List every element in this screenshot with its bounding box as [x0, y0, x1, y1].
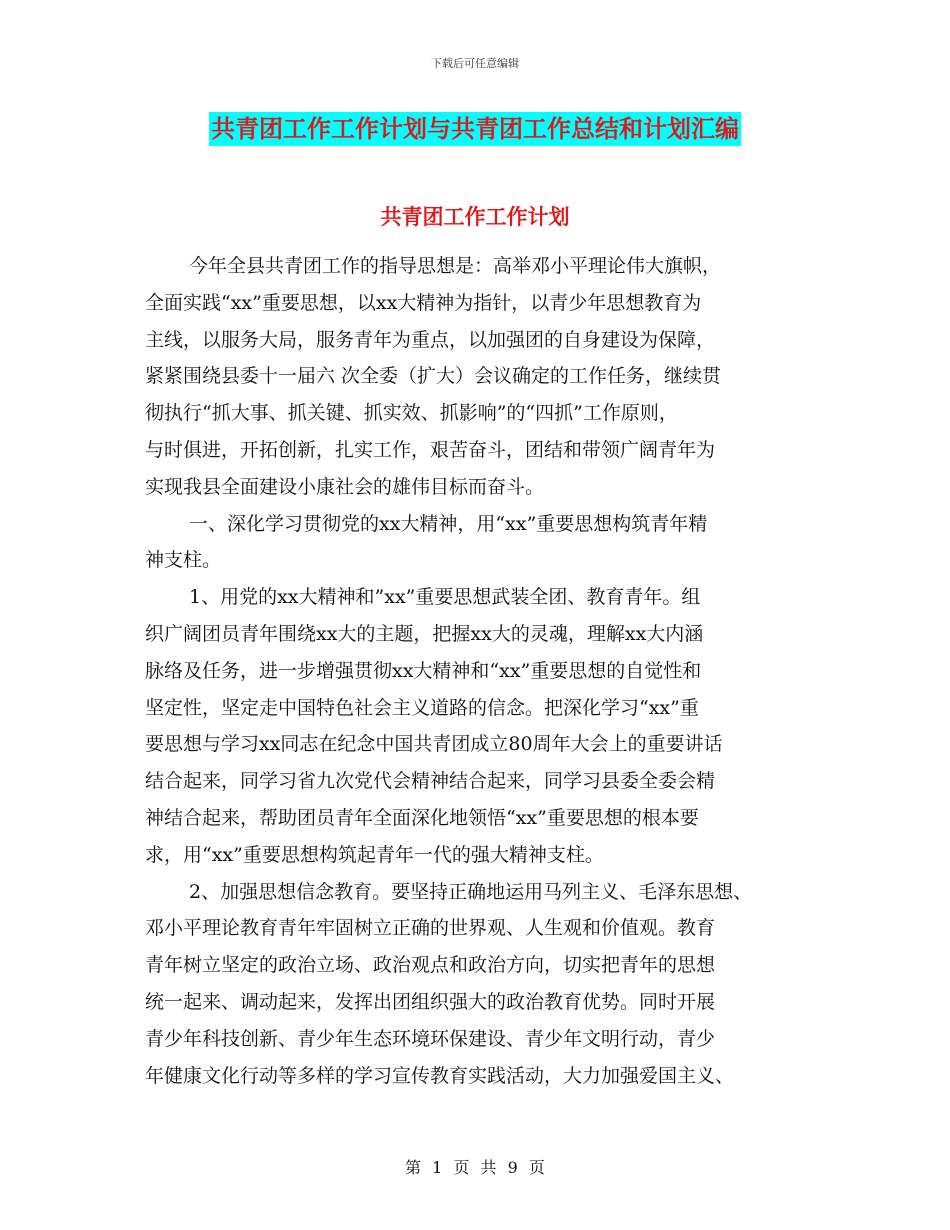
header-note: 下载后可任意编辑	[431, 57, 519, 70]
text-line: 实现我县全面建设小康社会的雄伟目标而奋斗。	[145, 475, 545, 498]
body-text	[145, 248, 825, 1094]
page-footer: 第 1 页 共 9 页	[405, 1158, 545, 1177]
text-line: 要思想与学习xx同志在纪念中国共青团成立80周年大会上的重要讲话	[145, 733, 723, 756]
text-line: 全面实践“xx”重要思想，以xx大精神为指针，以青少年思想教育为	[145, 291, 702, 314]
text-line: 青少年科技创新、青少年生态环境环保建设、青少年文明行动，青少	[145, 1027, 716, 1050]
text-line: 紧紧围绕县委十一届六 次全委（扩大）会议确定的工作任务，继续贯	[145, 365, 722, 388]
text-line: 1、用党的xx大精神和”xx”重要思想武装全团、教育青年。组	[189, 586, 701, 609]
document-title: 共青团工作工作计划与共青团工作总结和计划汇编	[209, 112, 741, 146]
text-line: 坚定性，坚定走中国特色社会主义道路的信念。把深化学习“xx”重	[145, 696, 699, 719]
text-line: 求，用“xx”重要思想构筑起青年一代的强大精神支柱。	[145, 843, 604, 866]
text-line: 年健康文化行动等多样的学习宣传教育实践活动，大力加强爱国主义、	[145, 1064, 735, 1087]
text-line: 一、深化学习贯彻党的xx大精神，用“xx”重要思想构筑青年精	[189, 512, 708, 535]
text-line: 2、加强思想信念教育。要坚持正确地运用马列主义、毛泽东思想、	[189, 880, 753, 903]
text-line: 神支柱。	[145, 549, 222, 572]
text-line: 与时俱进，开拓创新，扎实工作，艰苦奋斗，团结和带领广阔青年为	[145, 438, 716, 461]
text-line: 脉络及任务，进一步增强贯彻xx大精神和“xx”重要思想的自觉性和	[145, 659, 702, 682]
document-title-wrap	[0, 112, 950, 146]
text-line: 今年全县共青团工作的指导思想是：高举邓小平理论伟大旗帜，	[189, 255, 722, 277]
text-line: 青年树立坚定的政治立场、政治观点和政治方向，切实把青年的思想	[145, 954, 716, 977]
text-line: 神结合起来，帮助团员青年全面深化地领悟“xx”重要思想的根本要	[145, 806, 699, 829]
text-line: 结合起来，同学习省九次党代会精神结合起来，同学习县委全委会精	[145, 770, 716, 793]
text-line: 主线，以服务大局，服务青年为重点，以加强团的自身建设为保障，	[145, 328, 716, 351]
text-line: 统一起来、调动起来，发挥出团组织强大的政治教育优势。同时开展	[145, 990, 716, 1013]
section-title: 共青团工作工作计划	[380, 205, 570, 229]
text-line: 织广阔团员青年围绕xx大的主题，把握xx大的灵魂，理解xx大内涵	[145, 622, 704, 645]
text-line: 邓小平理论教育青年牢固树立正确的世界观、人生观和价值观。教育	[145, 917, 716, 940]
text-line: 彻执行“抓大事、抓关键、抓实效、抓影响”的“四抓”工作原则，	[145, 402, 678, 425]
